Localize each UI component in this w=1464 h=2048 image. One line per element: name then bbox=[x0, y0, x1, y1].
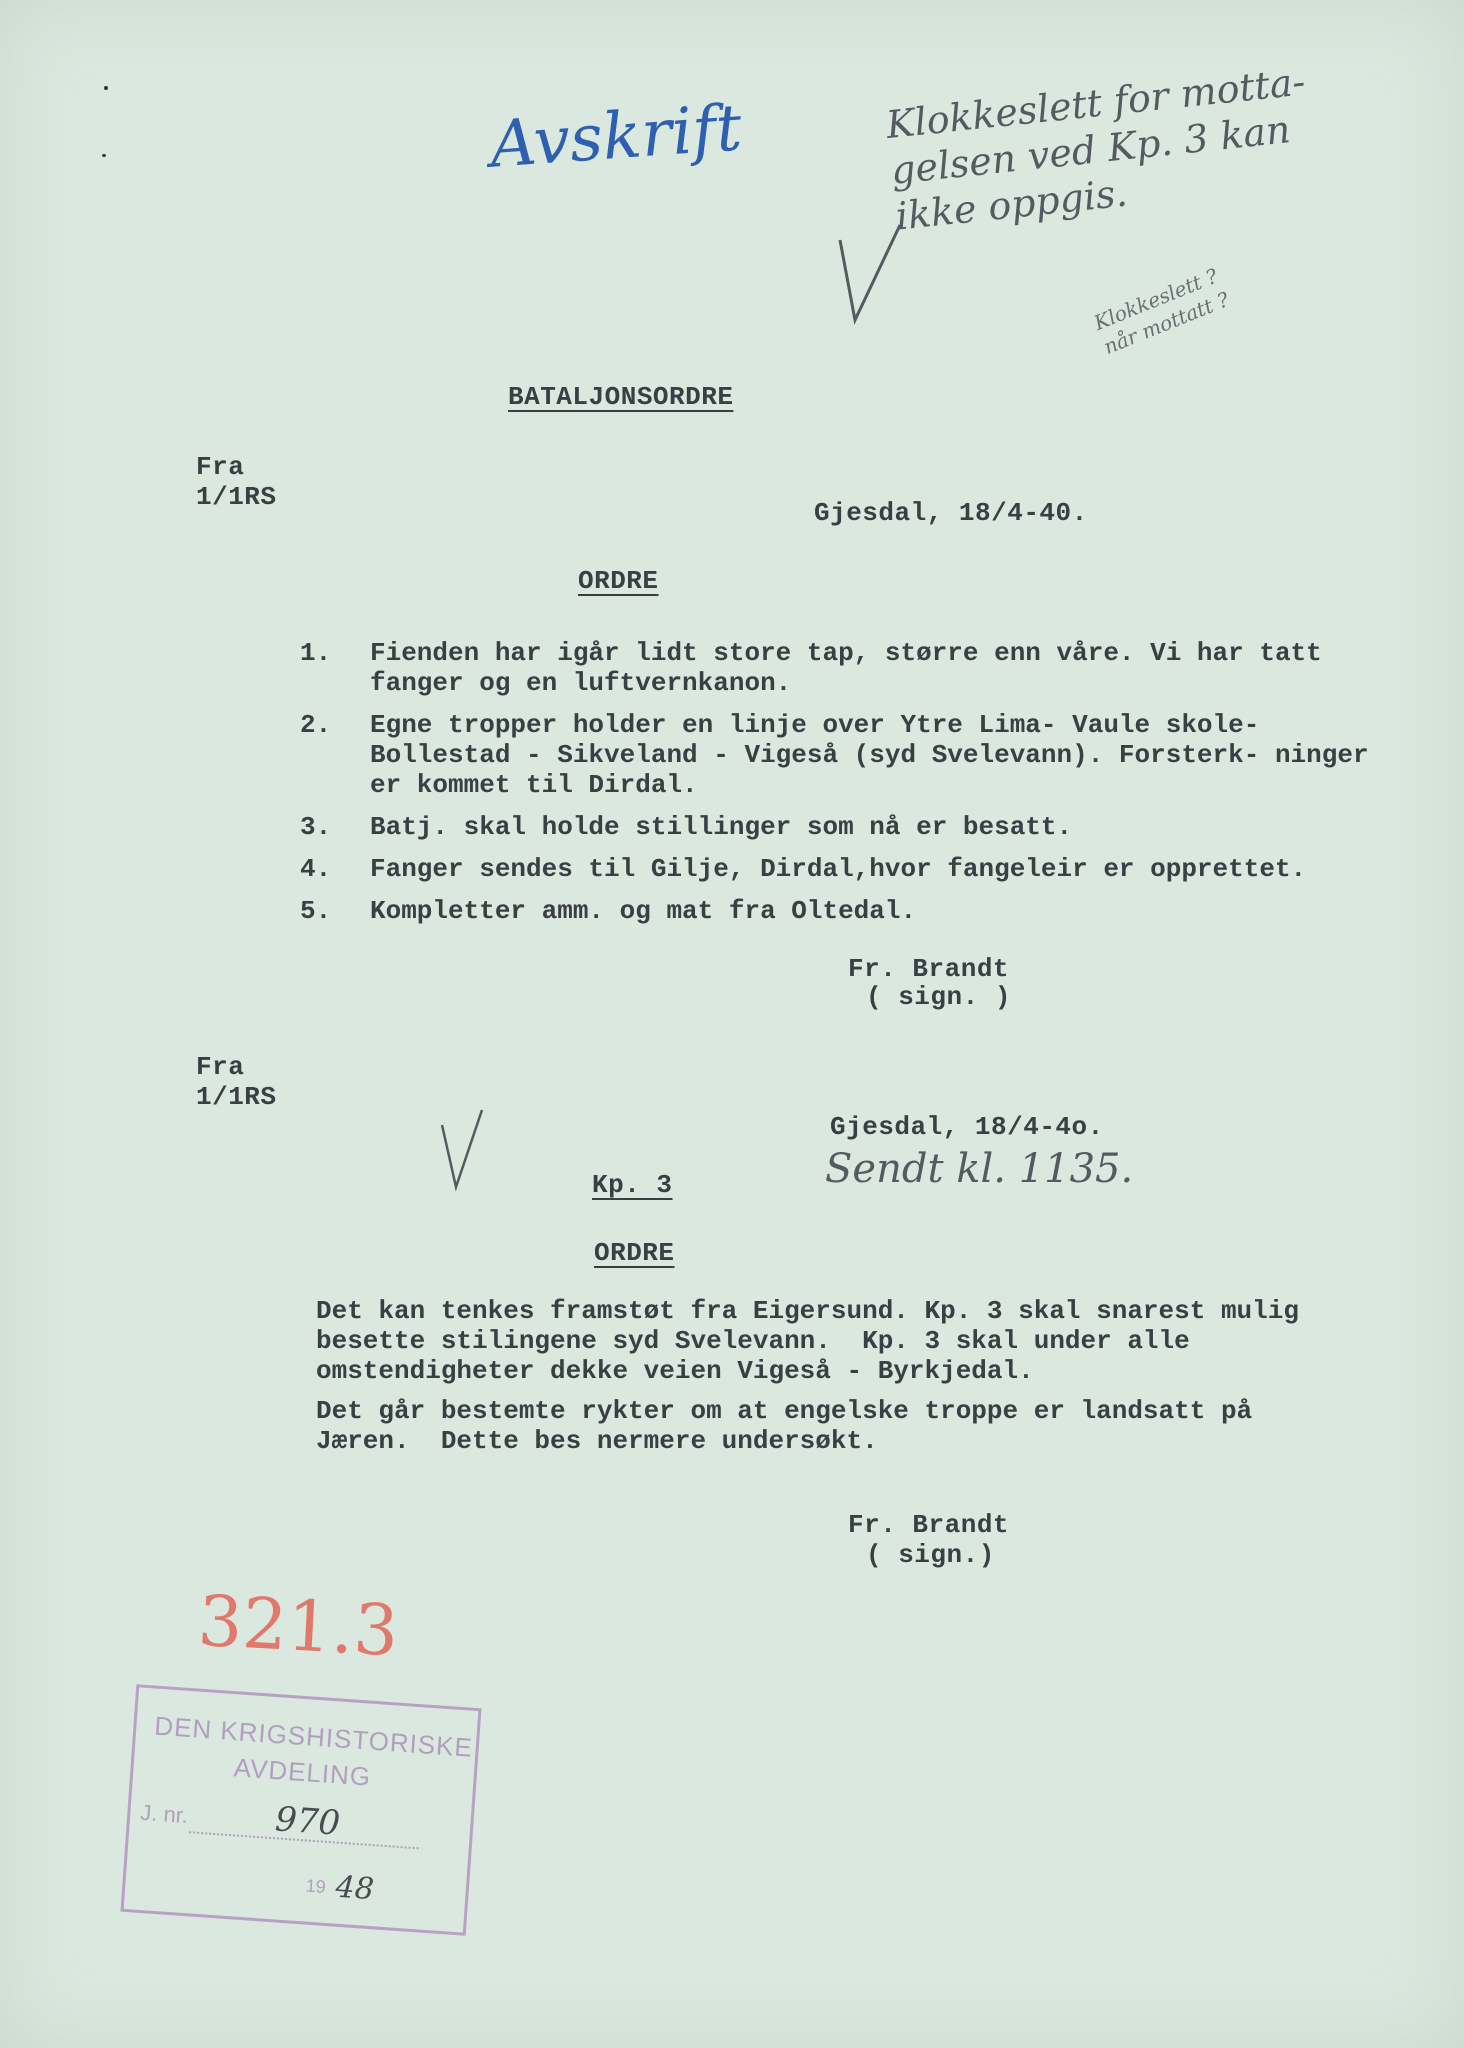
signature: Fr. Brandt bbox=[848, 954, 1010, 984]
sendt-handwriting: Sendt kl. 1135. bbox=[825, 1146, 1134, 1192]
list-item-number: 4. bbox=[300, 854, 332, 884]
order-heading: ORDRE bbox=[594, 1238, 675, 1268]
stamp-year-printed: 19 bbox=[305, 1875, 327, 1897]
recipient: Kp. 3 bbox=[592, 1170, 673, 1200]
list-item: Egne tropper holder en linje over Ytre Lima- Vaule skole- Bollestad - Sikveland - Vigeså (syd Svelevann). Forsterk- ninger er kommet til Dirdal. bbox=[370, 710, 1369, 800]
place-date: Gjesdal, 18/4-4o. bbox=[830, 1112, 1104, 1142]
order-heading: ORDRE bbox=[578, 566, 659, 596]
list-item-number: 3. bbox=[300, 812, 332, 842]
order-paragraph: Det kan tenkes framstøt fra Eigersund. Kp. 3 skal snarest mulig besette stilingene syd Svelevann. Kp. 3 skal under alle omstendigheter dekke veien Vigeså - Byrkjedal. bbox=[316, 1296, 1315, 1386]
archive-stamp bbox=[120, 1684, 481, 1936]
stamp-line-2: AVDELING bbox=[232, 1752, 373, 1792]
list-item: Batj. skal holde stillinger som nå er besatt. bbox=[370, 812, 1073, 842]
list-item-number: 1. bbox=[300, 638, 332, 668]
sign-note: ( sign. ) bbox=[866, 982, 1011, 1012]
document-title: BATALJONSORDRE bbox=[508, 382, 734, 412]
from-label: Fra bbox=[196, 1052, 245, 1082]
list-item: Fanger sendes til Gilje, Dirdal,hvor fangeleir er opprettet. bbox=[370, 854, 1307, 884]
list-item: Fienden har igår lidt store tap, større enn våre. Vi har tatt fanger og en luftvernkanon. bbox=[370, 638, 1322, 698]
stamp-jnr-label: J. nr. bbox=[139, 1799, 189, 1829]
check-mark-icon bbox=[835, 220, 905, 330]
from-label: Fra bbox=[196, 452, 245, 482]
list-item-number: 2. bbox=[300, 710, 332, 740]
paper-speck bbox=[102, 154, 106, 157]
order-paragraph: Det går bestemte rykter om at engelske troppe er landsatt på Jæren. Dette bes nermere undersøkt. bbox=[316, 1396, 1268, 1456]
list-item: Kompletter amm. og mat fra Oltedal. bbox=[370, 896, 917, 926]
place-date: Gjesdal, 18/4-40. bbox=[814, 498, 1088, 528]
stamp-line-1: DEN KRIGSHISTORISKE bbox=[153, 1710, 474, 1763]
stamp-jnr-value: 970 bbox=[273, 1799, 342, 1844]
from-unit: 1/1RS bbox=[196, 482, 277, 512]
archive-number: 321.3 bbox=[195, 1579, 401, 1673]
check-mark-icon bbox=[438, 1105, 488, 1195]
handwritten-note-small: Klokkeslett ? når mottatt ? bbox=[1090, 263, 1233, 360]
signature: Fr. Brandt bbox=[848, 1510, 1010, 1540]
paper-speck bbox=[104, 86, 108, 90]
avskrift-handwriting: Avskrift bbox=[487, 91, 745, 183]
sign-note: ( sign.) bbox=[866, 1540, 995, 1570]
handwritten-note-top-right: Klokkeslett for motta- gelsen ved Kp. 3 kan ikke oppgis. bbox=[884, 59, 1308, 239]
list-item-number: 5. bbox=[300, 896, 332, 926]
stamp-year-handwritten: 48 bbox=[334, 1869, 376, 1908]
from-unit: 1/1RS bbox=[196, 1082, 277, 1112]
